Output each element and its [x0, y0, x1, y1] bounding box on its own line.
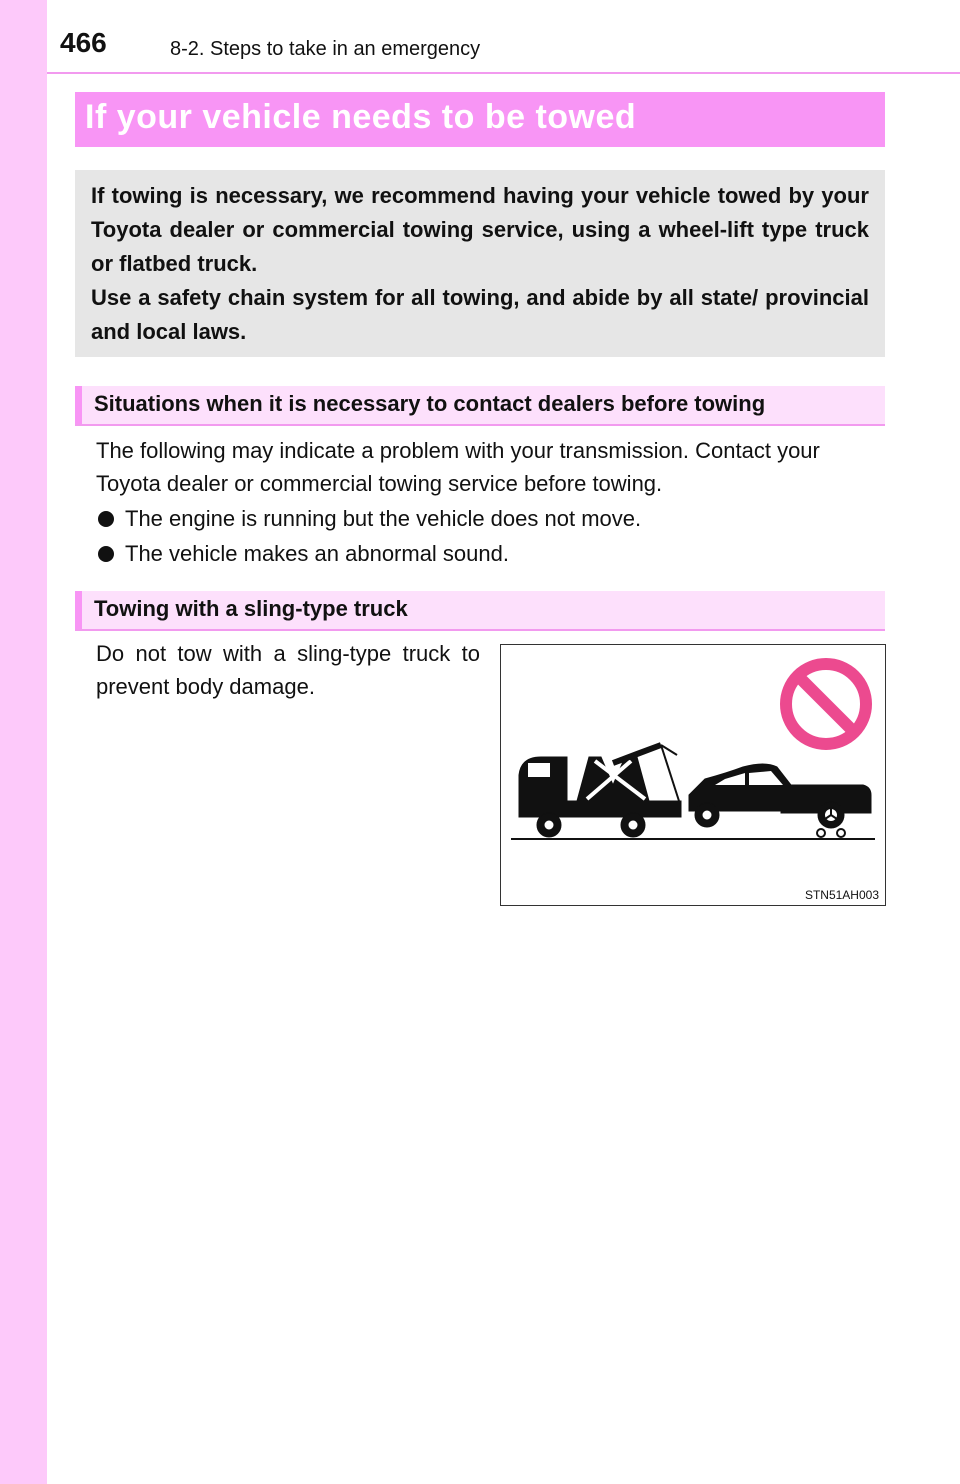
bullet-dot-icon — [98, 511, 114, 527]
subhead-label: Situations when it is necessary to contact dealers before towing — [94, 391, 766, 416]
bullet-dot-icon — [98, 546, 114, 562]
intro-box — [75, 170, 885, 357]
situations-body: The following may indicate a problem with your transmission. Contact your Toyota dealer or commercial towing service before towing. — [96, 438, 820, 496]
section-title: If your vehicle needs to be towed — [85, 98, 637, 136]
page-number: 466 — [60, 27, 107, 58]
subhead-label: Towing with a sling-type truck — [94, 596, 408, 621]
tow-truck-icon — [519, 745, 681, 837]
pickup-truck-icon — [689, 764, 871, 837]
sling-truck-figure — [500, 644, 886, 906]
bullet-text: The vehicle makes an abnormal sound. — [125, 541, 509, 566]
bullet-text: The engine is running but the vehicle does not move. — [125, 506, 642, 531]
subhead-accent — [75, 386, 82, 424]
subhead-situations — [75, 386, 885, 426]
section-title-bar — [75, 92, 885, 147]
intro-paragraph: Use a safety chain system for all towing, and abide by all state/ provincial and local laws. — [91, 285, 869, 344]
sling-truck-illustration — [501, 645, 885, 905]
prohibition-icon — [786, 664, 866, 744]
subhead-sling — [75, 591, 885, 631]
figure-code: STN51AH003 — [804, 888, 879, 902]
sling-body: Do not tow with a sling-type truck to prevent body damage. — [96, 641, 480, 699]
bullet-item — [96, 539, 509, 569]
intro-text — [91, 179, 869, 349]
bullet-item — [96, 504, 641, 534]
subhead-accent — [75, 591, 82, 629]
side-tab-bar — [0, 0, 47, 1484]
header-rule — [47, 72, 960, 74]
intro-paragraph: If towing is necessary, we recommend having your vehicle towed by your Toyota dealer or commercial towing service, using a wheel-lift type truck or flatbed truck. — [91, 183, 869, 276]
running-head: 8-2. Steps to take in an emergency — [170, 38, 481, 60]
